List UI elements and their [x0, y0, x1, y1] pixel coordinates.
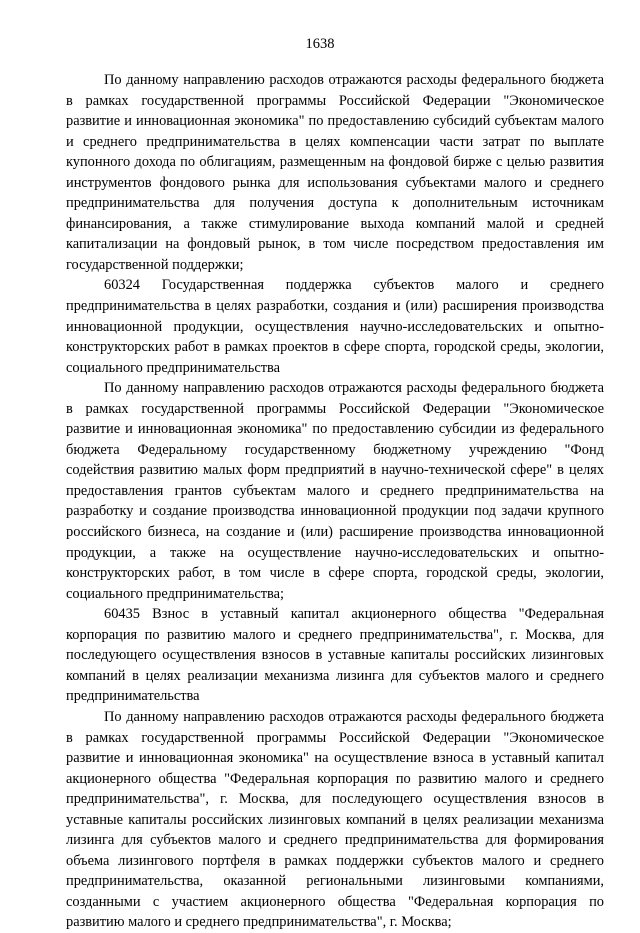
paragraph-4: 60435 Взнос в уставный капитал акционерного общества "Федеральная корпорация по развитию малого и среднего предпринимательства", г. Москва, для последующего осуществления взносов в уставные капиталы российских лизинговых компаний в целях реализации механизма лизинга для субъектов малого и среднего предпринимательства: [66, 606, 604, 705]
page-number: 1638: [305, 36, 335, 52]
paragraph-2: 60324 Государственная поддержка субъектов малого и среднего предпринимательства в целях разработки, создания и (или) расширения производства инновационной продукции, осуществления научно-исследовательских и опытно-конструкторских работ в рамках проектов в сфере спорта, городской среды, экологии, социального предпринимательства: [66, 277, 604, 376]
paragraph-5: По данному направлению расходов отражаются расходы федерального бюджета в рамках государственной программы Российской Федерации "Экономическое развитие и инновационная экономика" на осуществление взноса в уставный капитал акционерного общества "Федеральная корпорация по развитию малого и среднего предпринимательства", г. Москва, для последующего осуществления взносов в уставные капиталы российских лизинговых компаний в целях реализации механизма лизинга для субъектов малого и среднего предпринимательства для формирования объема лизингового портфеля в рамках поддержки субъектов малого и среднего предпринимательства, оказанной региональными лизинговыми компаниями, созданными с участием акционерного общества "Федеральная корпорация по развитию малого и среднего предпринимательства", г. Москва;: [66, 708, 604, 931]
paragraph-1: По данному направлению расходов отражаются расходы федерального бюджета в рамках государственной программы Российской Федерации "Экономическое развитие и инновационная экономика" по предоставлению субсидий субъектам малого и среднего предпринимательства в целях компенсации части затрат по выплате купонного дохода по облигациям, размещенным на фондовой бирже с целью развития инструментов фондового рынка для использования субъектами малого и среднего предпринимательства для получения доступа к дополнительным источникам финансирования, а также стимулирование выхода компаний малой и средней капитализации на фондовый рынок, в том числе посредством предоставления им государственной поддержки;: [66, 72, 604, 273]
document-body: [66, 70, 604, 933]
paragraph-3: По данному направлению расходов отражаются расходы федерального бюджета в рамках государственной программы Российской Федерации "Экономическое развитие и инновационная экономика" по предоставлению субсидии из федерального бюджета Федеральному государственному бюджетному учреждению "Фонд содействия развитию малых форм предприятий в научно-технической сфере" в целях предоставления грантов субъектам малого и среднего предпринимательства на разработку и создание производства инновационной продукции под задачи крупного российского бизнеса, на создание и (или) расширение производства инновационной продукции, а также на осуществление научно-исследовательских и опытно-конструкторских работ, в том числе в сфере спорта, городской среды, экологии, социального предпринимательства;: [66, 380, 604, 602]
